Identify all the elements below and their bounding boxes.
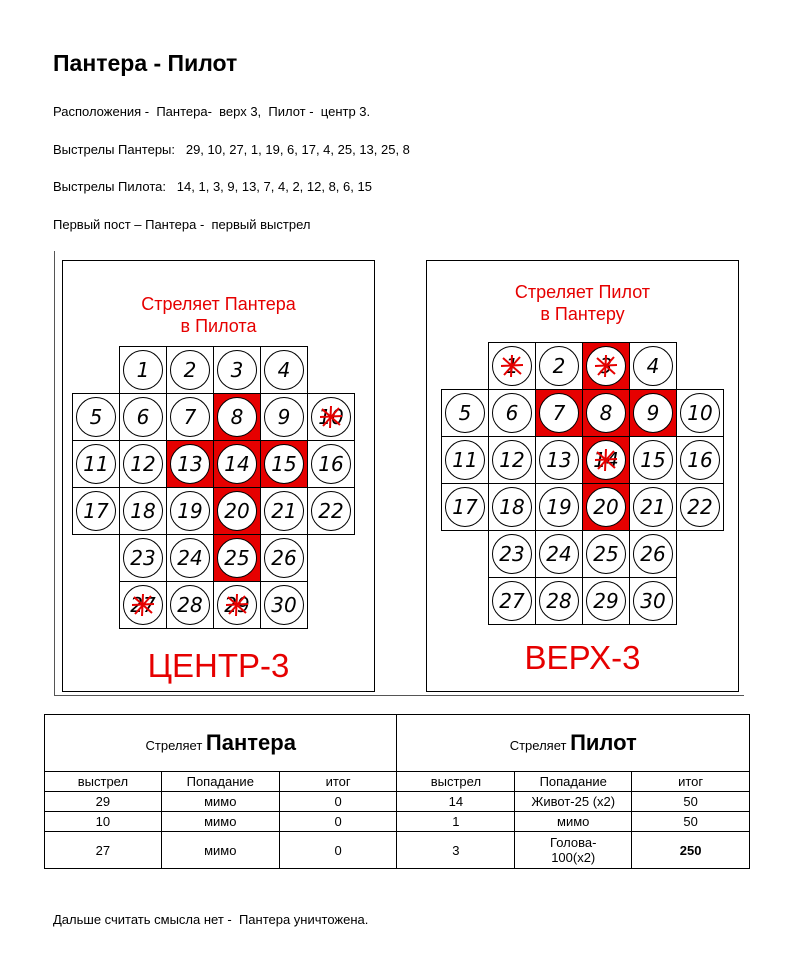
target-cell-18: [488, 483, 536, 531]
target-circle: [492, 581, 532, 621]
target-cell-14: [582, 436, 630, 484]
target-cell-7: [166, 393, 214, 441]
target-circle: [492, 440, 532, 480]
target-cell-28: [535, 577, 583, 625]
target-number: 30: [640, 589, 666, 613]
target-cell-10: [307, 393, 355, 441]
target-circle: [492, 534, 532, 574]
target-cell-26: [260, 534, 308, 582]
target-circle: [492, 487, 532, 527]
target-number: 23: [130, 546, 156, 570]
target-cell-27: [119, 581, 167, 629]
left-caption-line1: Стреляет Пантера: [141, 294, 296, 314]
target-cell-30: [629, 577, 677, 625]
target-circle: [217, 444, 257, 484]
target-circle: [539, 440, 579, 480]
left-target-panel: [62, 260, 375, 692]
col-header-shot: выстрел: [45, 772, 162, 792]
target-cell-11: [72, 440, 120, 488]
target-circle: [586, 581, 626, 621]
table-cell: мимо: [161, 792, 279, 812]
target-cell-13: [535, 436, 583, 484]
target-number: 16: [687, 448, 713, 472]
target-circle: [123, 350, 163, 390]
target-circle: [492, 346, 532, 386]
target-cell-9: [260, 393, 308, 441]
target-circle: [445, 440, 485, 480]
target-cell-22: [307, 487, 355, 535]
target-number: 19: [177, 499, 203, 523]
target-circle: [170, 585, 210, 625]
target-number: 24: [177, 546, 203, 570]
target-number: 12: [130, 452, 156, 476]
target-cell-2: [166, 346, 214, 394]
target-circle: [586, 534, 626, 574]
pilot-shots-line: Выстрелы Пилота: 14, 1, 3, 9, 13, 7, 4, 2, 12, 8, 6, 15: [53, 179, 372, 194]
table-cell: 0: [279, 812, 397, 832]
target-number: 17: [83, 499, 109, 523]
table-cell: 50: [632, 792, 750, 812]
target-cell-4: [260, 346, 308, 394]
target-circle: [76, 444, 116, 484]
target-cell-23: [119, 534, 167, 582]
target-circle: [76, 397, 116, 437]
target-number: 26: [640, 542, 666, 566]
right-target-panel: [426, 260, 739, 692]
target-number: 22: [318, 499, 344, 523]
table-cell: [515, 832, 632, 869]
right-caption-line2: в Пантеру: [540, 304, 625, 324]
target-circle: [170, 538, 210, 578]
target-number: 9: [646, 401, 660, 425]
target-cell-9: [629, 389, 677, 437]
target-cell-13: [166, 440, 214, 488]
target-number: 18: [130, 499, 156, 523]
target-number: 20: [224, 499, 250, 523]
target-cell-16: [676, 436, 724, 484]
table-row: [45, 832, 750, 869]
target-circle: [264, 538, 304, 578]
target-circle: [311, 397, 351, 437]
target-number: 8: [599, 401, 613, 425]
target-cell-11: [441, 436, 489, 484]
target-cell-17: [72, 487, 120, 535]
target-cell-1: [119, 346, 167, 394]
target-circle: [311, 491, 351, 531]
target-circle: [123, 491, 163, 531]
target-cell-16: [307, 440, 355, 488]
table-cell: 0: [279, 792, 397, 812]
table-cell: 14: [397, 792, 515, 812]
table-cell: 0: [279, 832, 397, 869]
table-cell: мимо: [161, 832, 279, 869]
table-cell: Живот-25 (х2): [515, 792, 632, 812]
document-title: Пантера - Пилот: [53, 50, 238, 76]
right-caption-line1: Стреляет Пилот: [514, 282, 651, 302]
target-cell-26: [629, 530, 677, 578]
target-number: 22: [687, 495, 713, 519]
target-cell-20: [582, 483, 630, 531]
panther-header-name: Пантера: [205, 730, 296, 755]
target-circle: [264, 444, 304, 484]
table-row: [45, 792, 750, 812]
target-number: 4: [277, 358, 291, 382]
pilot-header-prefix: Стреляет: [509, 738, 567, 753]
target-circle: [123, 538, 163, 578]
target-number: 2: [552, 354, 566, 378]
col-header-shot: выстрел: [397, 772, 515, 792]
target-circle: [539, 534, 579, 574]
target-cell-24: [535, 530, 583, 578]
right-panel-footer: ВЕРХ-3: [524, 639, 641, 676]
panther-header-prefix: Стреляет: [145, 738, 203, 753]
hit-line2: 100(х2): [551, 850, 596, 865]
right-panel-caption: [427, 281, 738, 325]
target-cell-14: [213, 440, 261, 488]
target-cell-8: [582, 389, 630, 437]
target-number: 28: [546, 589, 572, 613]
target-number: 8: [230, 405, 244, 429]
target-number: 1: [136, 358, 150, 382]
target-cell-20: [213, 487, 261, 535]
target-number: 30: [271, 593, 297, 617]
target-cell-22: [676, 483, 724, 531]
pilot-header: [397, 715, 750, 772]
target-cell-24: [166, 534, 214, 582]
target-number: 14: [593, 448, 619, 472]
target-cell-4: [629, 342, 677, 390]
target-circle: [217, 585, 257, 625]
col-header-hit: Попадание: [515, 772, 632, 792]
table-cell: 10: [45, 812, 162, 832]
target-circle: [586, 440, 626, 480]
target-number: 25: [593, 542, 619, 566]
target-number: 4: [646, 354, 660, 378]
target-circle: [445, 393, 485, 433]
target-circle: [633, 581, 673, 621]
target-number: 10: [318, 405, 344, 429]
target-number: 28: [177, 593, 203, 617]
target-cell-6: [488, 389, 536, 437]
target-number: 13: [177, 452, 203, 476]
target-circle: [586, 346, 626, 386]
target-number: 7: [183, 405, 197, 429]
target-number: 18: [499, 495, 525, 519]
table-cell: 27: [45, 832, 162, 869]
target-number: 21: [640, 495, 666, 519]
target-circle: [170, 444, 210, 484]
target-cell-2: [535, 342, 583, 390]
target-number: 27: [499, 589, 525, 613]
target-cell-7: [535, 389, 583, 437]
target-number: 6: [136, 405, 150, 429]
target-cell-25: [582, 530, 630, 578]
target-number: 29: [593, 589, 619, 613]
target-cell-10: [676, 389, 724, 437]
panther-shots-line: Выстрелы Пантеры: 29, 10, 27, 1, 19, 6, 17, 4, 25, 13, 25, 8: [53, 142, 410, 157]
target-circle: [633, 393, 673, 433]
target-circle: [586, 393, 626, 433]
target-cell-12: [119, 440, 167, 488]
target-number: 29: [224, 593, 250, 617]
target-circle: [539, 346, 579, 386]
target-number: 16: [318, 452, 344, 476]
target-circle: [170, 350, 210, 390]
target-circle: [123, 585, 163, 625]
target-cell-1: [488, 342, 536, 390]
target-circle: [76, 491, 116, 531]
pilot-header-name: Пилот: [570, 730, 637, 755]
target-number: 21: [271, 499, 297, 523]
target-circle: [633, 487, 673, 527]
target-number: 14: [224, 452, 250, 476]
target-cell-5: [441, 389, 489, 437]
target-number: 7: [552, 401, 566, 425]
target-number: 12: [499, 448, 525, 472]
target-cell-29: [213, 581, 261, 629]
target-number: 6: [505, 401, 519, 425]
target-number: 9: [277, 405, 291, 429]
col-header-total: итог: [279, 772, 397, 792]
target-number: 13: [546, 448, 572, 472]
left-panel-footer: ЦЕНТР-3: [147, 647, 290, 684]
target-cell-23: [488, 530, 536, 578]
target-circle: [633, 440, 673, 480]
target-circle: [680, 393, 720, 433]
panther-header: [45, 715, 397, 772]
target-number: 3: [599, 354, 613, 378]
target-circle: [217, 397, 257, 437]
target-circle: [311, 444, 351, 484]
target-circle: [264, 397, 304, 437]
target-cell-19: [166, 487, 214, 535]
target-cell-19: [535, 483, 583, 531]
results-table: [44, 714, 750, 869]
target-circle: [633, 534, 673, 574]
target-circle: [264, 491, 304, 531]
target-number: 23: [499, 542, 525, 566]
target-number: 26: [271, 546, 297, 570]
target-cell-3: [582, 342, 630, 390]
target-circle: [539, 393, 579, 433]
target-circle: [539, 487, 579, 527]
target-number: 5: [89, 405, 103, 429]
target-circle: [217, 491, 257, 531]
col-header-hit: Попадание: [161, 772, 279, 792]
target-cell-18: [119, 487, 167, 535]
first-post-line: Первый пост – Пантера - первый выстрел: [53, 217, 311, 232]
target-number: 11: [83, 452, 109, 476]
closing-line: Дальше считать смысла нет - Пантера уничтожена.: [53, 912, 369, 927]
target-number: 25: [224, 546, 250, 570]
target-cell-15: [629, 436, 677, 484]
target-cell-28: [166, 581, 214, 629]
target-circle: [123, 397, 163, 437]
target-circle: [264, 585, 304, 625]
target-cell-29: [582, 577, 630, 625]
table-row: [45, 812, 750, 832]
target-number: 3: [230, 358, 244, 382]
target-number: 5: [458, 401, 472, 425]
target-number: 10: [687, 401, 713, 425]
locations-line: Расположения - Пантера- верх 3, Пилот - центр 3.: [53, 104, 371, 119]
target-number: 15: [271, 452, 297, 476]
table-cell: 3: [397, 832, 515, 869]
target-number: 20: [593, 495, 619, 519]
target-circle: [445, 487, 485, 527]
target-circle: [586, 487, 626, 527]
hit-line1: Голова-: [550, 835, 597, 850]
target-circle: [680, 487, 720, 527]
target-number: 2: [183, 358, 197, 382]
target-number: 1: [505, 354, 519, 378]
target-circle: [539, 581, 579, 621]
target-number: 17: [452, 495, 478, 519]
target-cell-21: [260, 487, 308, 535]
target-circle: [217, 350, 257, 390]
target-cell-27: [488, 577, 536, 625]
target-cell-8: [213, 393, 261, 441]
target-cell-17: [441, 483, 489, 531]
left-caption-line2: в Пилота: [180, 316, 257, 336]
left-panel-caption: [63, 293, 374, 337]
target-number: 11: [452, 448, 478, 472]
target-circle: [680, 440, 720, 480]
target-circle: [264, 350, 304, 390]
target-circle: [170, 491, 210, 531]
target-circle: [217, 538, 257, 578]
target-cell-5: [72, 393, 120, 441]
target-cell-12: [488, 436, 536, 484]
table-cell: 250: [632, 832, 750, 869]
target-circle: [170, 397, 210, 437]
table-cell: мимо: [161, 812, 279, 832]
target-circle: [123, 444, 163, 484]
target-cell-6: [119, 393, 167, 441]
target-cell-25: [213, 534, 261, 582]
target-cell-15: [260, 440, 308, 488]
target-cell-3: [213, 346, 261, 394]
target-number: 19: [546, 495, 572, 519]
target-cell-21: [629, 483, 677, 531]
target-circle: [492, 393, 532, 433]
col-header-total: итог: [632, 772, 750, 792]
target-circle: [633, 346, 673, 386]
table-cell: мимо: [515, 812, 632, 832]
target-number: 24: [546, 542, 572, 566]
table-cell: 50: [632, 812, 750, 832]
target-cell-30: [260, 581, 308, 629]
target-number: 27: [130, 593, 156, 617]
target-number: 15: [640, 448, 666, 472]
table-cell: 1: [397, 812, 515, 832]
table-cell: 29: [45, 792, 162, 812]
